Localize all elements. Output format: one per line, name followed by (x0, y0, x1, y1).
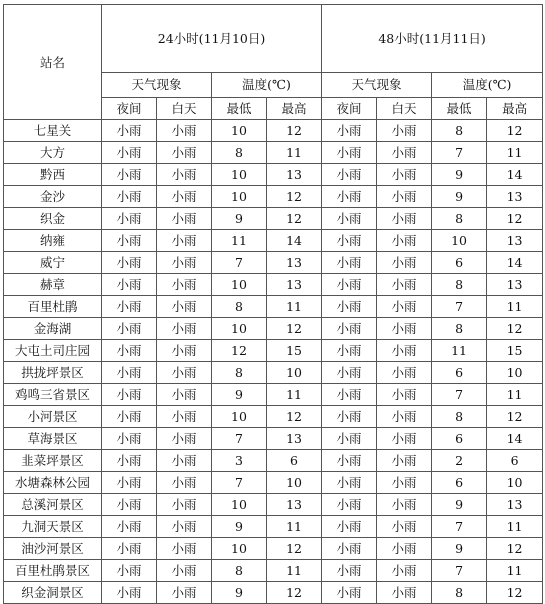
night-weather-cell: 小雨 (322, 318, 377, 340)
day-weather-cell: 小雨 (157, 296, 212, 318)
day-weather-cell: 小雨 (377, 472, 432, 494)
min-temp-cell: 10 (432, 230, 487, 252)
table-row (4, 230, 543, 252)
max-temp-cell: 15 (267, 340, 322, 362)
min-temp-cell: 8 (212, 362, 267, 384)
day-weather-cell: 小雨 (157, 406, 212, 428)
max-temp-cell: 12 (267, 120, 322, 142)
day-weather-cell: 小雨 (377, 208, 432, 230)
station-name-cell: 拱拢坪景区 (4, 362, 102, 384)
min-temp-cell: 10 (212, 274, 267, 296)
night-weather-cell: 小雨 (102, 120, 157, 142)
max-temp-cell: 11 (267, 560, 322, 582)
max-temp-cell: 11 (267, 384, 322, 406)
max-temp-cell: 13 (267, 494, 322, 516)
station-name-cell: 金海湖 (4, 318, 102, 340)
min-temp-cell: 8 (432, 318, 487, 340)
table-header (4, 5, 543, 120)
max-temp-cell: 12 (267, 186, 322, 208)
night-weather-cell: 小雨 (322, 406, 377, 428)
min-temp-cell: 7 (432, 384, 487, 406)
station-name-cell: 小河景区 (4, 406, 102, 428)
day-weather-cell: 小雨 (157, 516, 212, 538)
table-row (4, 274, 543, 296)
max-temp-cell: 11 (267, 516, 322, 538)
station-name-cell: 金沙 (4, 186, 102, 208)
day-weather-cell: 小雨 (157, 538, 212, 560)
max-temp-cell: 13 (267, 164, 322, 186)
table-row (4, 538, 543, 560)
max-temp-cell: 10 (267, 472, 322, 494)
max-temp-cell: 14 (487, 252, 543, 274)
night-weather-cell: 小雨 (102, 230, 157, 252)
station-name-cell: 油沙河景区 (4, 538, 102, 560)
min-temp-cell: 7 (432, 560, 487, 582)
min-temp-cell: 7 (212, 472, 267, 494)
period-header-24h: 24小时(11月10日) (102, 5, 322, 73)
day-weather-cell: 小雨 (377, 560, 432, 582)
day-weather-cell: 小雨 (157, 142, 212, 164)
day-weather-cell: 小雨 (377, 274, 432, 296)
sub-header-night: 夜间 (102, 98, 157, 120)
night-weather-cell: 小雨 (322, 582, 377, 604)
night-weather-cell: 小雨 (102, 208, 157, 230)
weather-header: 天气现象 (102, 72, 212, 98)
night-weather-cell: 小雨 (102, 450, 157, 472)
night-weather-cell: 小雨 (102, 362, 157, 384)
max-temp-cell: 12 (267, 318, 322, 340)
station-name-cell: 织金 (4, 208, 102, 230)
station-name-cell: 大屯土司庄园 (4, 340, 102, 362)
day-weather-cell: 小雨 (157, 164, 212, 186)
table-row (4, 428, 543, 450)
min-temp-cell: 9 (212, 516, 267, 538)
sub-header-max: 最高 (267, 98, 322, 120)
min-temp-cell: 12 (212, 340, 267, 362)
min-temp-cell: 8 (432, 120, 487, 142)
sub-header-min: 最低 (432, 98, 487, 120)
max-temp-cell: 12 (487, 406, 543, 428)
max-temp-cell: 11 (487, 296, 543, 318)
min-temp-cell: 8 (212, 296, 267, 318)
max-temp-cell: 12 (267, 208, 322, 230)
day-weather-cell: 小雨 (377, 186, 432, 208)
night-weather-cell: 小雨 (102, 340, 157, 362)
night-weather-cell: 小雨 (102, 406, 157, 428)
max-temp-cell: 13 (267, 274, 322, 296)
station-name-cell: 韭菜坪景区 (4, 450, 102, 472)
night-weather-cell: 小雨 (322, 472, 377, 494)
max-temp-cell: 12 (487, 538, 543, 560)
max-temp-cell: 6 (267, 450, 322, 472)
max-temp-cell: 14 (487, 164, 543, 186)
day-weather-cell: 小雨 (157, 252, 212, 274)
station-name-cell: 百里杜鹃景区 (4, 560, 102, 582)
min-temp-cell: 10 (212, 494, 267, 516)
max-temp-cell: 12 (267, 582, 322, 604)
table-row (4, 362, 543, 384)
table-row (4, 252, 543, 274)
min-temp-cell: 7 (432, 516, 487, 538)
night-weather-cell: 小雨 (102, 538, 157, 560)
day-weather-cell: 小雨 (157, 450, 212, 472)
min-temp-cell: 8 (432, 582, 487, 604)
max-temp-cell: 13 (487, 186, 543, 208)
min-temp-cell: 9 (212, 582, 267, 604)
day-weather-cell: 小雨 (157, 582, 212, 604)
day-weather-cell: 小雨 (377, 120, 432, 142)
max-temp-cell: 13 (267, 252, 322, 274)
max-temp-cell: 11 (487, 142, 543, 164)
night-weather-cell: 小雨 (102, 252, 157, 274)
min-temp-cell: 11 (432, 340, 487, 362)
day-weather-cell: 小雨 (377, 340, 432, 362)
min-temp-cell: 3 (212, 450, 267, 472)
max-temp-cell: 14 (487, 428, 543, 450)
station-name-cell: 九洞天景区 (4, 516, 102, 538)
night-weather-cell: 小雨 (102, 494, 157, 516)
max-temp-cell: 13 (487, 494, 543, 516)
min-temp-cell: 7 (432, 142, 487, 164)
min-temp-cell: 9 (432, 186, 487, 208)
max-temp-cell: 11 (487, 516, 543, 538)
table-row (4, 120, 543, 142)
day-weather-cell: 小雨 (377, 318, 432, 340)
night-weather-cell: 小雨 (102, 582, 157, 604)
night-weather-cell: 小雨 (102, 516, 157, 538)
min-temp-cell: 10 (212, 164, 267, 186)
night-weather-cell: 小雨 (102, 472, 157, 494)
min-temp-cell: 7 (432, 296, 487, 318)
station-name-cell: 七星关 (4, 120, 102, 142)
period-header-48h: 48小时(11月11日) (322, 5, 543, 73)
min-temp-cell: 7 (212, 428, 267, 450)
table-row (4, 318, 543, 340)
min-temp-cell: 6 (432, 472, 487, 494)
night-weather-cell: 小雨 (322, 186, 377, 208)
sub-header-min: 最低 (212, 98, 267, 120)
day-weather-cell: 小雨 (157, 208, 212, 230)
night-weather-cell: 小雨 (322, 494, 377, 516)
day-weather-cell: 小雨 (377, 252, 432, 274)
day-weather-cell: 小雨 (377, 428, 432, 450)
min-temp-cell: 9 (212, 384, 267, 406)
min-temp-cell: 7 (212, 252, 267, 274)
day-weather-cell: 小雨 (377, 406, 432, 428)
night-weather-cell: 小雨 (322, 516, 377, 538)
day-weather-cell: 小雨 (157, 428, 212, 450)
min-temp-cell: 8 (212, 142, 267, 164)
temperature-header: 温度(℃) (432, 72, 543, 98)
min-temp-cell: 8 (432, 208, 487, 230)
day-weather-cell: 小雨 (157, 186, 212, 208)
max-temp-cell: 12 (487, 582, 543, 604)
sub-header-day: 白天 (157, 98, 212, 120)
day-weather-cell: 小雨 (377, 384, 432, 406)
station-name-cell: 赫章 (4, 274, 102, 296)
table-row (4, 208, 543, 230)
table-row (4, 582, 543, 604)
station-name-cell: 纳雍 (4, 230, 102, 252)
night-weather-cell: 小雨 (102, 296, 157, 318)
sub-header-day: 白天 (377, 98, 432, 120)
table-row (4, 164, 543, 186)
min-temp-cell: 10 (212, 318, 267, 340)
sub-header-night: 夜间 (322, 98, 377, 120)
night-weather-cell: 小雨 (322, 340, 377, 362)
max-temp-cell: 11 (267, 142, 322, 164)
station-name-cell: 鸡鸣三省景区 (4, 384, 102, 406)
night-weather-cell: 小雨 (322, 362, 377, 384)
station-name-cell: 大方 (4, 142, 102, 164)
day-weather-cell: 小雨 (377, 516, 432, 538)
max-temp-cell: 10 (487, 362, 543, 384)
station-name-cell: 水塘森林公园 (4, 472, 102, 494)
night-weather-cell: 小雨 (322, 208, 377, 230)
min-temp-cell: 10 (212, 120, 267, 142)
max-temp-cell: 13 (487, 274, 543, 296)
night-weather-cell: 小雨 (322, 428, 377, 450)
max-temp-cell: 11 (267, 296, 322, 318)
max-temp-cell: 15 (487, 340, 543, 362)
min-temp-cell: 8 (432, 406, 487, 428)
max-temp-cell: 6 (487, 450, 543, 472)
station-name-cell: 威宁 (4, 252, 102, 274)
station-name-cell: 总溪河景区 (4, 494, 102, 516)
day-weather-cell: 小雨 (157, 230, 212, 252)
night-weather-cell: 小雨 (102, 384, 157, 406)
table-row (4, 516, 543, 538)
min-temp-cell: 10 (212, 186, 267, 208)
day-weather-cell: 小雨 (157, 494, 212, 516)
station-header: 站名 (4, 5, 102, 120)
day-weather-cell: 小雨 (377, 582, 432, 604)
table-row (4, 560, 543, 582)
night-weather-cell: 小雨 (322, 252, 377, 274)
day-weather-cell: 小雨 (377, 494, 432, 516)
min-temp-cell: 10 (212, 406, 267, 428)
max-temp-cell: 13 (267, 428, 322, 450)
max-temp-cell: 12 (487, 120, 543, 142)
night-weather-cell: 小雨 (322, 164, 377, 186)
min-temp-cell: 6 (432, 362, 487, 384)
min-temp-cell: 9 (432, 494, 487, 516)
day-weather-cell: 小雨 (377, 450, 432, 472)
night-weather-cell: 小雨 (322, 384, 377, 406)
day-weather-cell: 小雨 (377, 230, 432, 252)
night-weather-cell: 小雨 (102, 164, 157, 186)
min-temp-cell: 10 (212, 538, 267, 560)
day-weather-cell: 小雨 (377, 362, 432, 384)
table-row (4, 142, 543, 164)
max-temp-cell: 12 (487, 318, 543, 340)
day-weather-cell: 小雨 (157, 472, 212, 494)
table-row (4, 472, 543, 494)
max-temp-cell: 12 (487, 208, 543, 230)
day-weather-cell: 小雨 (377, 296, 432, 318)
min-temp-cell: 9 (432, 164, 487, 186)
max-temp-cell: 11 (487, 560, 543, 582)
table-row (4, 340, 543, 362)
max-temp-cell: 11 (487, 384, 543, 406)
night-weather-cell: 小雨 (322, 230, 377, 252)
day-weather-cell: 小雨 (157, 560, 212, 582)
min-temp-cell: 2 (432, 450, 487, 472)
night-weather-cell: 小雨 (322, 560, 377, 582)
forecast-table (3, 4, 543, 604)
night-weather-cell: 小雨 (322, 142, 377, 164)
table-row (4, 406, 543, 428)
night-weather-cell: 小雨 (322, 120, 377, 142)
table-row (4, 384, 543, 406)
min-temp-cell: 11 (212, 230, 267, 252)
table-row (4, 296, 543, 318)
night-weather-cell: 小雨 (322, 296, 377, 318)
max-temp-cell: 13 (487, 230, 543, 252)
sub-header-max: 最高 (487, 98, 543, 120)
night-weather-cell: 小雨 (102, 274, 157, 296)
table-body (4, 120, 543, 604)
max-temp-cell: 12 (267, 406, 322, 428)
day-weather-cell: 小雨 (377, 538, 432, 560)
day-weather-cell: 小雨 (157, 340, 212, 362)
max-temp-cell: 12 (267, 538, 322, 560)
day-weather-cell: 小雨 (157, 318, 212, 340)
day-weather-cell: 小雨 (157, 384, 212, 406)
table-row (4, 450, 543, 472)
table-row (4, 186, 543, 208)
weather-header: 天气现象 (322, 72, 432, 98)
station-name-cell: 百里杜鹃 (4, 296, 102, 318)
night-weather-cell: 小雨 (102, 186, 157, 208)
min-temp-cell: 8 (212, 560, 267, 582)
table-row (4, 494, 543, 516)
night-weather-cell: 小雨 (102, 318, 157, 340)
min-temp-cell: 6 (432, 252, 487, 274)
day-weather-cell: 小雨 (377, 164, 432, 186)
temperature-header: 温度(℃) (212, 72, 322, 98)
day-weather-cell: 小雨 (377, 142, 432, 164)
max-temp-cell: 14 (267, 230, 322, 252)
max-temp-cell: 10 (267, 362, 322, 384)
night-weather-cell: 小雨 (102, 428, 157, 450)
night-weather-cell: 小雨 (322, 274, 377, 296)
night-weather-cell: 小雨 (102, 560, 157, 582)
day-weather-cell: 小雨 (157, 362, 212, 384)
max-temp-cell: 10 (487, 472, 543, 494)
station-name-cell: 黔西 (4, 164, 102, 186)
day-weather-cell: 小雨 (157, 120, 212, 142)
night-weather-cell: 小雨 (102, 142, 157, 164)
day-weather-cell: 小雨 (157, 274, 212, 296)
night-weather-cell: 小雨 (322, 450, 377, 472)
min-temp-cell: 9 (432, 538, 487, 560)
min-temp-cell: 8 (432, 274, 487, 296)
min-temp-cell: 9 (212, 208, 267, 230)
station-name-cell: 草海景区 (4, 428, 102, 450)
min-temp-cell: 6 (432, 428, 487, 450)
station-name-cell: 织金洞景区 (4, 582, 102, 604)
night-weather-cell: 小雨 (322, 538, 377, 560)
